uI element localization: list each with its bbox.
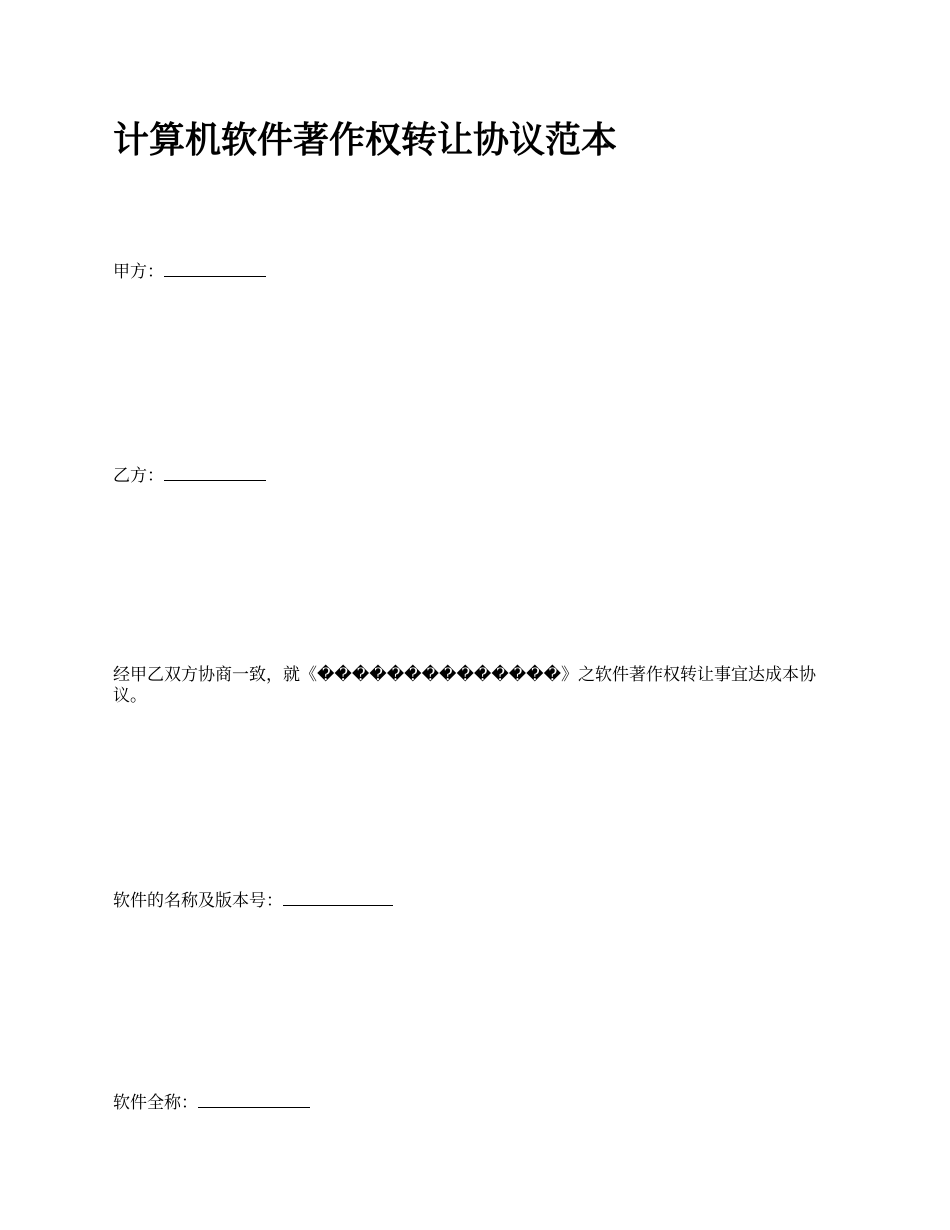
intro-paragraph: 经甲乙双方协商一致，就《��������������》之软件著作权转让事宜达成本协议。 bbox=[113, 665, 817, 706]
software-name-version-blank bbox=[283, 891, 393, 906]
software-full-name-blank bbox=[198, 1093, 310, 1108]
party-b-blank bbox=[164, 466, 266, 481]
party-a-line bbox=[113, 262, 266, 283]
party-b-label: 乙方： bbox=[113, 466, 164, 486]
document-title: 计算机软件著作权转让协议范本 bbox=[113, 119, 618, 161]
party-b-line bbox=[113, 466, 266, 487]
software-name-version-label: 软件的名称及版本号： bbox=[113, 891, 283, 911]
party-a-label: 甲方： bbox=[113, 262, 164, 282]
software-full-name-line bbox=[113, 1093, 310, 1114]
party-a-blank bbox=[164, 262, 266, 277]
software-full-name-label: 软件全称： bbox=[113, 1093, 198, 1113]
software-name-version-line bbox=[113, 891, 393, 912]
